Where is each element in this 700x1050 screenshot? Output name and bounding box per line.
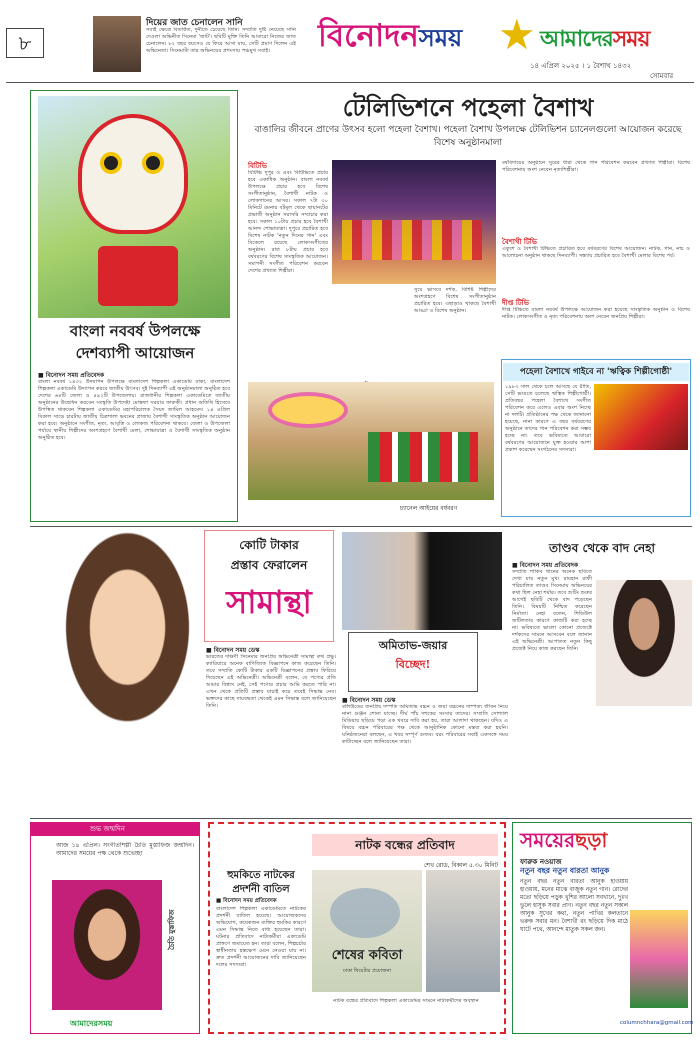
boishakhi-label: বৈশাখী টিভি bbox=[502, 238, 537, 246]
samantha-kicker2: প্রস্তাব ফেরালেন bbox=[230, 558, 308, 572]
brand-part1: বিনোদন bbox=[318, 18, 419, 54]
protest-headline: নাটক বন্ধের প্রতিবাদ bbox=[312, 834, 498, 856]
poem-section-title bbox=[520, 826, 607, 859]
birthday-footer-logo: আমাদেরসময় bbox=[70, 1019, 113, 1028]
main-subhead: বাঙালির জীবনে প্রাণের উৎসব হলো পহেলা বৈশাখ। পহেলা বৈশাখ উপলক্ষে টেলিভিশন চ্যানেলগুলো আয়োজন করেছে বিশেষ অনুষ্ঠানমালা bbox=[254, 125, 682, 148]
birthday-photo bbox=[52, 880, 162, 1010]
samantha-headline-box bbox=[204, 530, 334, 642]
btv-text: বিটিভি দুপুর ও এবং বিটিভিতে প্রচার হবে একাধিক অনুষ্ঠান। বাংলা নববর্ষ উপলক্ষে প্রচার হবে বিশেষ সংগীতানুষ্ঠান, বৈশাখী নাটক ও লোকগানের আসর। সকাল ৭টা ৩০ মিনিটে রমনার বটমূল থেকে ছায়ানটের প্রভাতী অনুষ্ঠান সরাসরি সম্প্রচার করা হবে। সকাল ১০টায় প্রচার হবে বৈশাখী আনন্দ শোভাযাত্রা। দুপুরে প্রচারিত হবে বিশেষ নাটক 'নতুন দিনের গান' এবং বিকেলে রয়েছে লোকসংগীতের অনুষ্ঠান। রাত ৮টায় প্রচার হবে বর্ষবরণের বিশেষ সাংস্কৃতিক আয়োজন। সমাপনী সংগীত পরিবেশন করবেন দেশের প্রখ্যাত শিল্পীরা। bbox=[248, 170, 328, 274]
left-headline-2: দেশব্যাপী আয়োজন bbox=[75, 344, 195, 362]
protest-photo bbox=[426, 870, 500, 992]
poem-email: columnchhara@gmail.com bbox=[620, 1020, 694, 1026]
dateline: ১৪ এপ্রিল ২০২৫ । ১ বৈশাখ ১৪৩২ bbox=[530, 62, 632, 70]
page-number: ৮ bbox=[6, 28, 44, 58]
poem-author: ফারুক নওয়াজ bbox=[520, 858, 562, 866]
birthday-label: শুভ জন্মদিন bbox=[30, 822, 200, 836]
threat-byline: ■ বিনোদন সময় প্রতিবেদক bbox=[216, 898, 277, 904]
poem-title-part2: ছড়া bbox=[575, 828, 608, 852]
logo-part2: সময় bbox=[612, 26, 650, 52]
ritwik-photo bbox=[594, 384, 688, 450]
btv-label: বিটিভি bbox=[248, 162, 267, 170]
samantha-text: ভারতের দক্ষিণী সিনেমার জনপ্রিয় অভিনেত্রী সামান্থা রুথ প্রভু। ক্যারিয়ারে অনেক বাণিজ্যিক বিজ্ঞাপনে কাজ করেছেন তিনি। তবে সম্প্রতি কোটি টাকার একটি বিজ্ঞাপনের প্রস্তাব ফিরিয়ে দিয়েছেন এই অভিনেত্রী। অভিনেত্রী বলেন, যে পণ্যের প্রতি আমার বিশ্বাস নেই, সেই পণ্যের প্রচার আমি করতে পারি না। এখন থেকে প্রতিটি প্রস্তাব যাচাই করে তবেই সিদ্ধান্ত নেব। ভক্তদের কাছে দায়বদ্ধতা থেকেই এমন সিদ্ধান্ত বলে জানিয়েছেন তিনি। bbox=[206, 654, 336, 709]
birthday-text: আজ ১৪ এপ্রিল। সংগীতশিল্পী চৈতি মুস্তাফিজ জন্মদিন। আমাদের সময়ের পক্ষ থেকে শুভেচ্ছা bbox=[56, 842, 194, 857]
folk-dance-photo bbox=[248, 382, 494, 500]
weekday: সোমবার bbox=[650, 72, 674, 80]
left-headline-1: বাংলা নববর্ষ উপলক্ষে bbox=[69, 322, 201, 340]
threat-text: বাংলাদেশ শিল্পকলা একাডেমিতে নাটকের প্রদর্শনী বাতিল হয়েছে। আয়োজকদের অভিযোগ, কয়েকজন ব্যক্তির হুমকির কারণে এমন সিদ্ধান্ত নিতে বাধ্য হয়েছেন তারা। ঘটনার প্রতিবাদে নাট্যকর্মীরা একাডেমি প্রাঙ্গণে জমায়েত হন। তারা বলেন, শিল্পচর্চার স্বাধীনতায় হস্তক্ষেপ মেনে নেওয়া যায় না। দ্রুত প্রদর্শনী আয়োজনের দাবি জানিয়েছেন দলের সদস্যরা। bbox=[216, 906, 306, 968]
protest-venue: শেখ রোড, বিকাল ৫.৩০ মিনিট bbox=[424, 862, 499, 869]
poster-line: ঢাকা থিয়েটার প্রযোজনা bbox=[343, 968, 391, 974]
main-col3-text: বর্ষবিদায়ের অনুষ্ঠানে সুরের ধারা থেকে গান পরিবেশন করবেন প্রখ্যাত শিল্পীরা। বিশেষ পরিবেশনায় অংশ নেবেন নৃত্যশিল্পীরা। bbox=[502, 160, 690, 173]
neha-text: সম্প্রতি শাকিব খানের অনেক ছবিতে দেখা যায় নতুন মুখ। রায়হান রাফী পরিচালিত তাণ্ডব সিনেমায় অভিনয়ের কথা ছিল নেহা শর্মার। তবে শুটিং শুরুর আগেই ছবিটি থেকে বাদ পড়েছেন তিনি। বিষয়টি নিশ্চিত করেছেন নির্মাতা। নেহা বলেন, শিডিউল জটিলতার কারণে কাজটি করা হচ্ছে না। ভবিষ্যতে ভালো কোনো প্রজেক্টে দর্শকদের সামনে আসবেন বলে জানান এই অভিনেত্রী। আপাতত নতুন কিছু প্রজেক্ট নিয়ে কাজ করছেন তিনি। bbox=[512, 569, 592, 652]
threat-headline-1: হুমকিতে নাটকের bbox=[227, 870, 295, 881]
samantha-kicker: কোটি টাকার bbox=[239, 538, 299, 552]
amitabh-byline: ■ বিনোদন সময় ডেস্ক bbox=[342, 697, 396, 704]
poem-title-part1: সময়ের bbox=[520, 828, 576, 852]
amitabh-headline-2: বিচ্ছেদ! bbox=[395, 658, 431, 671]
samantha-byline: ■ বিনোদন সময় ডেস্ক bbox=[206, 647, 260, 654]
festival-mask-photo bbox=[38, 96, 230, 318]
star-icon: ★ bbox=[498, 10, 536, 59]
teaser-headline: দিয়ের জাত চেনালেন সানি bbox=[146, 18, 243, 28]
bottom-rule bbox=[30, 818, 692, 819]
newspaper-logo bbox=[540, 22, 649, 59]
samantha-photo bbox=[34, 532, 204, 770]
masthead-rule bbox=[6, 82, 694, 83]
protest-caption: নাটক বন্ধের প্রতিবাদে শিল্পকলা একাডেমির সামনে নাট্যকর্মীদের অবস্থান bbox=[333, 998, 479, 1004]
play-poster bbox=[312, 870, 422, 992]
quote-text: ১৯৮৩ সাল থেকে চলে আসছে যে রীতি, সেটি ভাঙতে চলেছে ঋত্বিক শিল্পীগোষ্ঠী। প্রতিবছর পহেলা বৈশাখে সংগীত পরিবেশন করে এলেও এবার অংশ নিচ্ছে না দলটি। প্রতিষ্ঠানের পক্ষ থেকে জানানো হয়েছে, নানা কারণে এ বছর বর্ষবরণের অনুষ্ঠানে তাদের গান পরিবেশন করা সম্ভব হচ্ছে না। তবে ভবিষ্যতে আবারো বর্ষবরণের আয়োজনে যুক্ত হওয়ার আশা প্রকাশ করেছেন সংগঠনের সদস্যরা। bbox=[505, 384, 591, 453]
threat-headline-2: প্রদর্শনী বাতিল bbox=[232, 884, 290, 895]
amitabh-headline-1: অমিতাভ-জয়ার bbox=[378, 639, 448, 652]
brand-part2: সময় bbox=[418, 23, 463, 52]
photo-credit: চ্যানেল আইয়ের বর্ষবরণ bbox=[400, 505, 458, 512]
boishakhi-text: একুশে ও বৈশাখী টিভিতে প্রচারিত হবে বর্ষবরণের বিশেষ আয়োজন। নাটক, গান, নাচ ও আলোচনা অনুষ্ঠান থাকছে দিনব্যাপী। সন্ধ্যায় প্রচারিত হবে বৈশাখী মেলার বিশেষ পর্ব। bbox=[502, 246, 690, 259]
teaser-photo bbox=[93, 16, 141, 72]
stage-dance-photo bbox=[332, 160, 496, 284]
teaser-text: সবাই ক্ষেত্রে বিতর্কিত, দুর্নীতে চেয়েছে তিনি। সম্প্রতি দুষ্টি নেয়েছে সানি দেওলা অভিনীত সিনেমা 'জাট'। ছবিটি মুক্তি তিনি আবারো নিজের জাত চেনালেন। ৮২ বছর বয়সেও যে ফিরে আসা যায়, সেটি প্রমাণ দিলেন এই অভিনেতা। সিনেমাটা তার অভিনয়ের প্রশংসায় পঞ্চমুখ সবাই। bbox=[146, 27, 296, 54]
neha-photo bbox=[596, 580, 692, 706]
main-headline: টেলিভিশনে পহেলা বৈশাখ bbox=[342, 93, 594, 122]
deepto-label: দীপ্ত টিভি bbox=[502, 299, 529, 307]
deepto-text: দীপ্ত টিভিতে বাংলা নববর্ষ উপলক্ষে আয়োজন করা হয়েছে সাংস্কৃতিক অনুষ্ঠান ও বিশেষ নাটক। লোকসংগীত ও নৃত্য পরিবেশনায় অংশ নেবেন জনপ্রিয় শিল্পীরা। bbox=[502, 307, 690, 320]
poem-text: নতুন বছর নতুন বারতা আনুক হাওয়ায় হাওয়ায়, মনের মাঝে বাজুক নতুন গান। রোদের মতো ছড়িয়ে পড়ুক খুশির আলো সবখানে, দুঃখ ভুলে হাসুক সবার প্রাণ। নতুন বছর নতুন সকাল আনুক সুখের কথা, নতুন পাখির কলতানে ভরুক সবার মন। বৈশাখী রং ছড়িয়ে দিক মাঠে ঘাটে পথে, আনন্দে মাতুক সকল জন। bbox=[520, 879, 628, 933]
logo-part1: আমাদের bbox=[540, 26, 613, 52]
poem-illustration bbox=[630, 910, 688, 1008]
left-byline: ■ বিনোদন সময় প্রতিবেদক bbox=[38, 372, 105, 379]
amitabh-jaya-photo bbox=[342, 532, 502, 630]
channel-i-text2: সুরে ভাসবে দর্শক, বিশিষ্ট শিল্পীদের অংশগ্রহণে বিশেষ সংগীতানুষ্ঠান প্রচারিত হবে। এছাড়াও থাকছে বৈশাখী আড্ডা ও বিশেষ অনুষ্ঠান। bbox=[414, 287, 496, 314]
supplement-brand bbox=[318, 12, 488, 58]
neha-headline: তাণ্ডব থেকে বাদ নেহা bbox=[548, 541, 655, 555]
quote-title: পহেলা বৈশাখে গাইবে না 'ঋত্বিক শিল্পীগোষ্ঠী' bbox=[503, 363, 689, 381]
mid-rule bbox=[30, 526, 692, 527]
amitabh-text: বলিউডের জনপ্রিয় দম্পতি অমিতাভ বচ্চন ও জয়া বচ্চনের দাম্পত্য জীবন নিয়ে নানা গুঞ্জন শোনা যাচ্ছে। দীর্ঘ পাঁচ দশকের সংসার তাদের। সম্প্রতি সোশ্যাল মিডিয়ায় ছড়িয়ে পড়া এক খবরে দাবি করা হয়, তারা আলাদা থাকছেন। যদিও এ বিষয়ে বচ্চন পরিবারের পক্ষ থেকে আনুষ্ঠানিক কোনো মন্তব্য করা হয়নি। ঘনিষ্ঠজনেরা বলছেন, এ খবর সম্পূর্ণ গুজব। বরং পরিবারের সবাই একসঙ্গে সময় কাটাচ্ছেন বলে জানিয়েছেন তারা। bbox=[342, 704, 508, 745]
birthday-name: চৈতি মুস্তাফিজ bbox=[168, 909, 176, 950]
samantha-name: সামান্থা bbox=[226, 583, 312, 621]
neha-byline: ■ বিনোদন সময় প্রতিবেদক bbox=[512, 562, 579, 569]
amitabh-headline-box bbox=[348, 632, 478, 692]
poster-title: শেষের কবিতা bbox=[331, 948, 403, 963]
poem-title: নতুন বছর নতুন বারতা আনুক bbox=[520, 866, 610, 875]
left-body: বাংলা নববর্ষ ১৪৩২ উদযাপন উপলক্ষে বাংলাদেশ শিল্পকলা একাডেমি ঢাকা, বাংলাদেশ শিল্পকলা একাডেমি উদ্যাপন করবে জাতীয় উৎসব। দুই দিনব্যাপী এই অনুষ্ঠানমালা অনুষ্ঠিত হবে দেশের ৬৪টি জেলা ও ৪৯২টি উপজেলায়। রাজধানীর শিল্পকলা একাডেমিতে জাতীয় অনুষ্ঠানের উদ্বোধন করবেন সংস্কৃতি উপদেষ্টা মোস্তফা সরয়ার ফারুকী। প্রধান অতিথি হিসেবে উপস্থিত থাকবেন শিল্পকলা একাডেমির মহাপরিচালক সৈয়দ জামিল আহমেদ। ১৪ এপ্রিল বিকাল সাড়ে চারটায় জাতীয় চিত্রশালা ভবনের প্লাজায় বৈশাখী সাংস্কৃতিক অনুষ্ঠান আয়োজন করা হবে। অনুষ্ঠানে সংগীত, নৃত্য, আবৃত্তি ও লোকজ পরিবেশনা থাকবে। জেলা ও উপজেলা পর্যায়ে স্থানীয় শিল্পীদের অংশগ্রহণে বৈশাখী মেলা, শোভাযাত্রা ও বৈশাখী সাংস্কৃতিক অনুষ্ঠান অনুষ্ঠিত হবে। bbox=[38, 379, 230, 441]
